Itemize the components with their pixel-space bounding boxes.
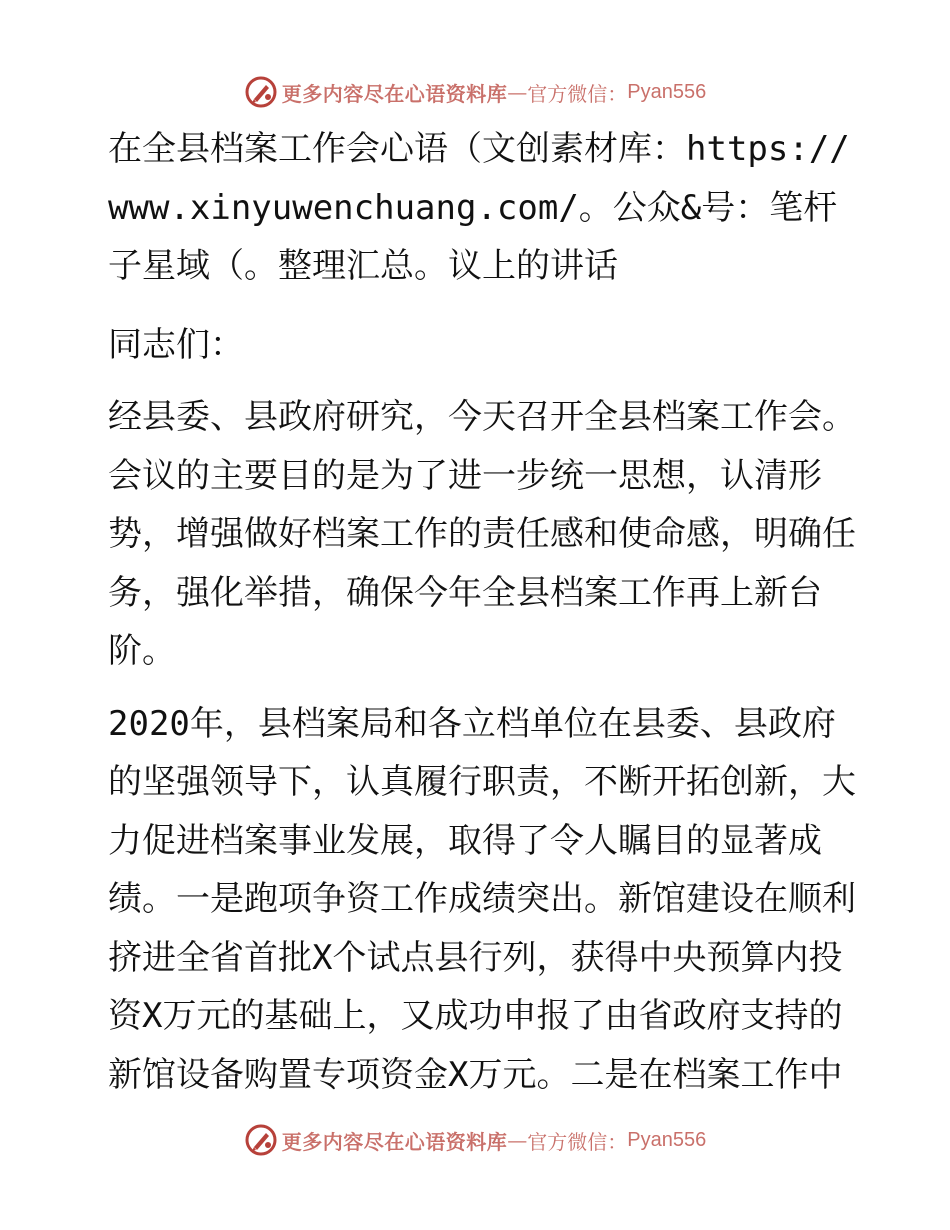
banner-wechat-id: Pyan556 xyxy=(627,80,707,103)
banner-wechat-label: 官方微信： xyxy=(527,81,628,106)
banner-wechat-label: 官方微信： xyxy=(527,1129,628,1154)
banner-dash: — xyxy=(507,80,528,104)
salutation: 同志们： xyxy=(108,324,244,365)
pen-seal-icon xyxy=(244,75,278,109)
paragraph-2: 2020年，县档案局和各立档单位在县委、县政府的坚强领导下，认真履行职责，不断开拓创新，大力促进档案事业发展，取得了令人瞩目的显著成绩。一是跑项争资工作成绩突出。新馆建设在顺利挤进全省首批X个试点县行列，获得中央预算内投资X万元的基础上，又成功申报了由省政府支持的新馆设备购置专项资金X万元。二是在档案工作中 xyxy=(108,703,856,1095)
banner-brand-text: 更多内容尽在心语资料库 xyxy=(281,81,508,106)
header-watermark-banner xyxy=(0,72,950,112)
paragraph-1: 经县委、县政府研究，今天召开全县档案工作会。会议的主要目的是为了进一步统一思想，认清形势，增强做好档案工作的责任感和使命感，明确任务，强化举措，确保今年全县档案工作再上新台阶。 xyxy=(108,397,856,671)
banner-wechat-id: Pyan556 xyxy=(627,1128,707,1151)
document-title: 在全县档案工作会心语（文创素材库：https://www.xinyuwenchuang.com/。公众&号：笔杆子星域（。整理汇总。议上的讲话 xyxy=(108,129,850,286)
banner-brand-text: 更多内容尽在心语资料库 xyxy=(281,1129,508,1154)
banner-dash: — xyxy=(507,1128,528,1152)
pen-seal-icon xyxy=(244,1123,278,1157)
footer-watermark-banner xyxy=(0,1120,950,1160)
document-body xyxy=(96,120,856,1118)
